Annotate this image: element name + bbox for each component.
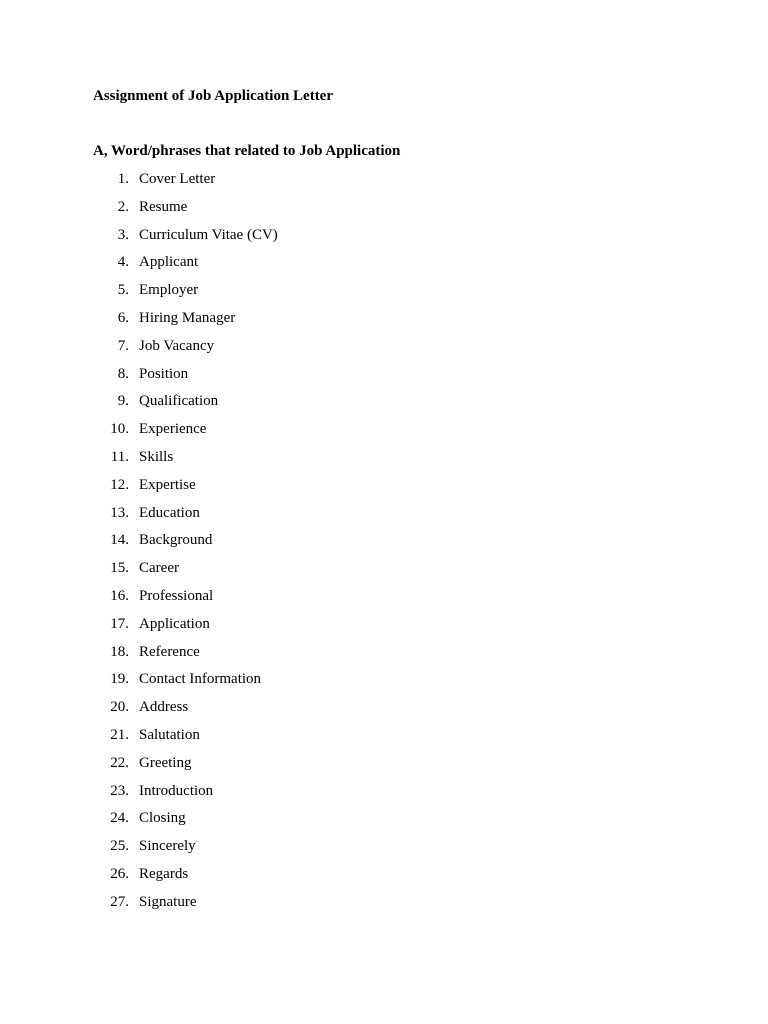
list-item-text: Introduction — [139, 782, 214, 799]
list-item-text: Closing — [139, 810, 186, 827]
list-item-text: Contact Information — [139, 671, 262, 688]
list-item-text: Salutation — [139, 726, 200, 743]
list-item-text: Signature — [139, 893, 197, 910]
list-item-number: 18. — [110, 643, 129, 660]
list-item-number: 11. — [110, 448, 129, 465]
list-item-number: 6. — [117, 309, 129, 326]
list-item-text: Applicant — [139, 254, 199, 271]
list-item-text: Skills — [139, 448, 174, 465]
list-item-number: 25. — [110, 838, 129, 855]
list-item-text: Qualification — [139, 393, 219, 410]
list-item-number: 26. — [110, 865, 129, 882]
list-item-number: 1. — [117, 171, 129, 187]
list-item-number: 15. — [110, 560, 129, 577]
list-item-text: Reference — [139, 643, 200, 660]
list-item-text: Experience — [139, 421, 207, 438]
section-heading: A, Word/phrases that related to Job Application — [93, 143, 401, 159]
list-item-number: 24. — [110, 810, 129, 827]
list-item-text: Curriculum Vitae (CV) — [139, 226, 278, 243]
list-item-text: Address — [139, 699, 189, 716]
list-item-number: 12. — [110, 476, 129, 493]
list-item-text: Resume — [139, 198, 188, 215]
list-item-number: 22. — [110, 754, 129, 771]
list-item-text: Career — [139, 560, 179, 577]
list-item-text: Professional — [139, 587, 214, 604]
list-item-text: Sincerely — [139, 838, 196, 855]
list-item-number: 8. — [117, 365, 129, 382]
list-item-text: Hiring Manager — [139, 309, 236, 326]
list-item-number: 10. — [110, 421, 129, 438]
list-item-number: 14. — [110, 532, 129, 549]
list-item-text: Application — [139, 615, 210, 632]
list-item-text: Expertise — [139, 476, 196, 493]
list-item-text: Cover Letter — [139, 171, 216, 187]
list-item-number: 9. — [117, 393, 129, 410]
list-item-number: 16. — [110, 587, 129, 604]
list-item-number: 13. — [110, 504, 129, 521]
list-item-number: 19. — [110, 671, 129, 688]
list-item-text: Position — [139, 365, 189, 382]
list-item-number: 17. — [110, 615, 129, 632]
list-item-text: Employer — [139, 282, 199, 299]
list-item-number: 5. — [117, 282, 129, 299]
list-item-number: 3. — [117, 226, 129, 243]
list-item-number: 21. — [110, 726, 129, 743]
list-item-text: Job Vacancy — [139, 337, 215, 354]
list-item-number: 7. — [117, 337, 129, 354]
list-item-text: Background — [139, 532, 213, 549]
list-item-text: Education — [139, 504, 200, 521]
document-title: Assignment of Job Application Letter — [93, 88, 333, 104]
list-item-text: Greeting — [139, 754, 192, 771]
list-item-number: 20. — [110, 699, 129, 716]
list-item-number: 27. — [110, 893, 129, 910]
list-item-text: Regards — [139, 865, 189, 882]
list-item-number: 23. — [110, 782, 129, 799]
list-item-number: 2. — [117, 198, 129, 215]
list-item-number: 4. — [117, 254, 129, 271]
